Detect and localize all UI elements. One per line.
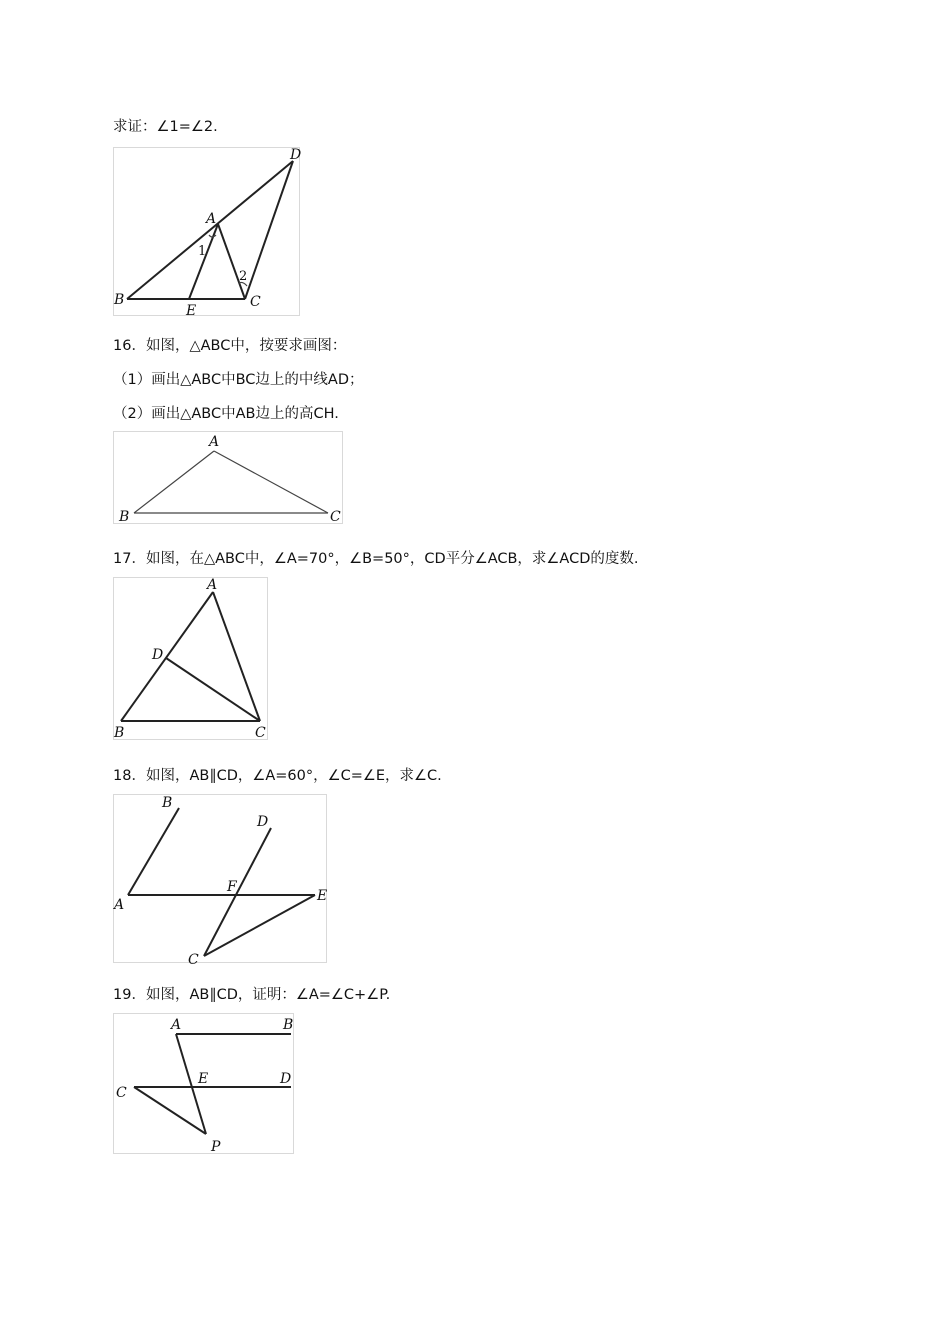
- label-C: C: [250, 294, 261, 310]
- segment-AB: [128, 808, 179, 895]
- label-A: A: [171, 1017, 182, 1033]
- label-A: A: [207, 577, 218, 593]
- label-B: B: [283, 1017, 294, 1033]
- label-P: P: [211, 1139, 221, 1155]
- segment-DC: [166, 658, 260, 721]
- q17-figure: [113, 577, 273, 745]
- label-A: A: [206, 211, 217, 227]
- figure-frame: [114, 578, 268, 740]
- label-D: D: [152, 647, 164, 663]
- q19-figure: [113, 1013, 303, 1161]
- label-D: D: [257, 814, 269, 830]
- q16-part1: （1）画出△ABC中BC边上的中线AD；: [113, 372, 364, 388]
- label-C: C: [330, 509, 341, 525]
- label-angle2: 2: [239, 269, 248, 284]
- figure-frame: [114, 795, 327, 963]
- label-A: A: [114, 897, 125, 913]
- q19-title: 19．如图，AB∥CD，证明：∠A=∠C+∠P.: [113, 987, 391, 1003]
- label-angle1: 1: [198, 244, 207, 259]
- label-B: B: [162, 795, 173, 811]
- label-D: D: [280, 1071, 292, 1087]
- segment-CP: [134, 1087, 206, 1134]
- label-F: F: [227, 879, 237, 895]
- figure-frame: [114, 432, 343, 524]
- q15-figure: [113, 147, 303, 319]
- label-A: A: [209, 434, 220, 450]
- segment-AC: [214, 451, 328, 513]
- label-C: C: [188, 952, 199, 968]
- label-B: B: [119, 509, 130, 525]
- label-E: E: [198, 1071, 209, 1087]
- segment-AC: [213, 592, 260, 721]
- q16-title: 16．如图，△ABC中，按要求画图：: [113, 338, 347, 354]
- segment-AB: [134, 451, 214, 513]
- q16-part2: （2）画出△ABC中AB边上的高CH.: [113, 406, 339, 422]
- label-C: C: [116, 1085, 127, 1101]
- label-E: E: [317, 888, 328, 904]
- q18-title: 18．如图，AB∥CD，∠A=60°，∠C=∠E，求∠C.: [113, 768, 442, 784]
- figure-frame: [114, 148, 300, 316]
- segment-AC: [218, 224, 248, 299]
- segment-AB: [121, 592, 213, 721]
- label-C: C: [255, 725, 266, 741]
- label-D: D: [290, 147, 302, 163]
- q16-figure: [113, 431, 348, 527]
- label-B: B: [114, 292, 125, 308]
- label-B: B: [114, 725, 125, 741]
- q18-figure: [113, 794, 333, 968]
- q17-title: 17．如图，在△ABC中，∠A=70°，∠B=50°，CD平分∠ACB，求∠ACD的度数.: [113, 551, 639, 567]
- q15-prove-text: 求证：∠1=∠2.: [113, 119, 218, 135]
- label-E: E: [186, 303, 197, 319]
